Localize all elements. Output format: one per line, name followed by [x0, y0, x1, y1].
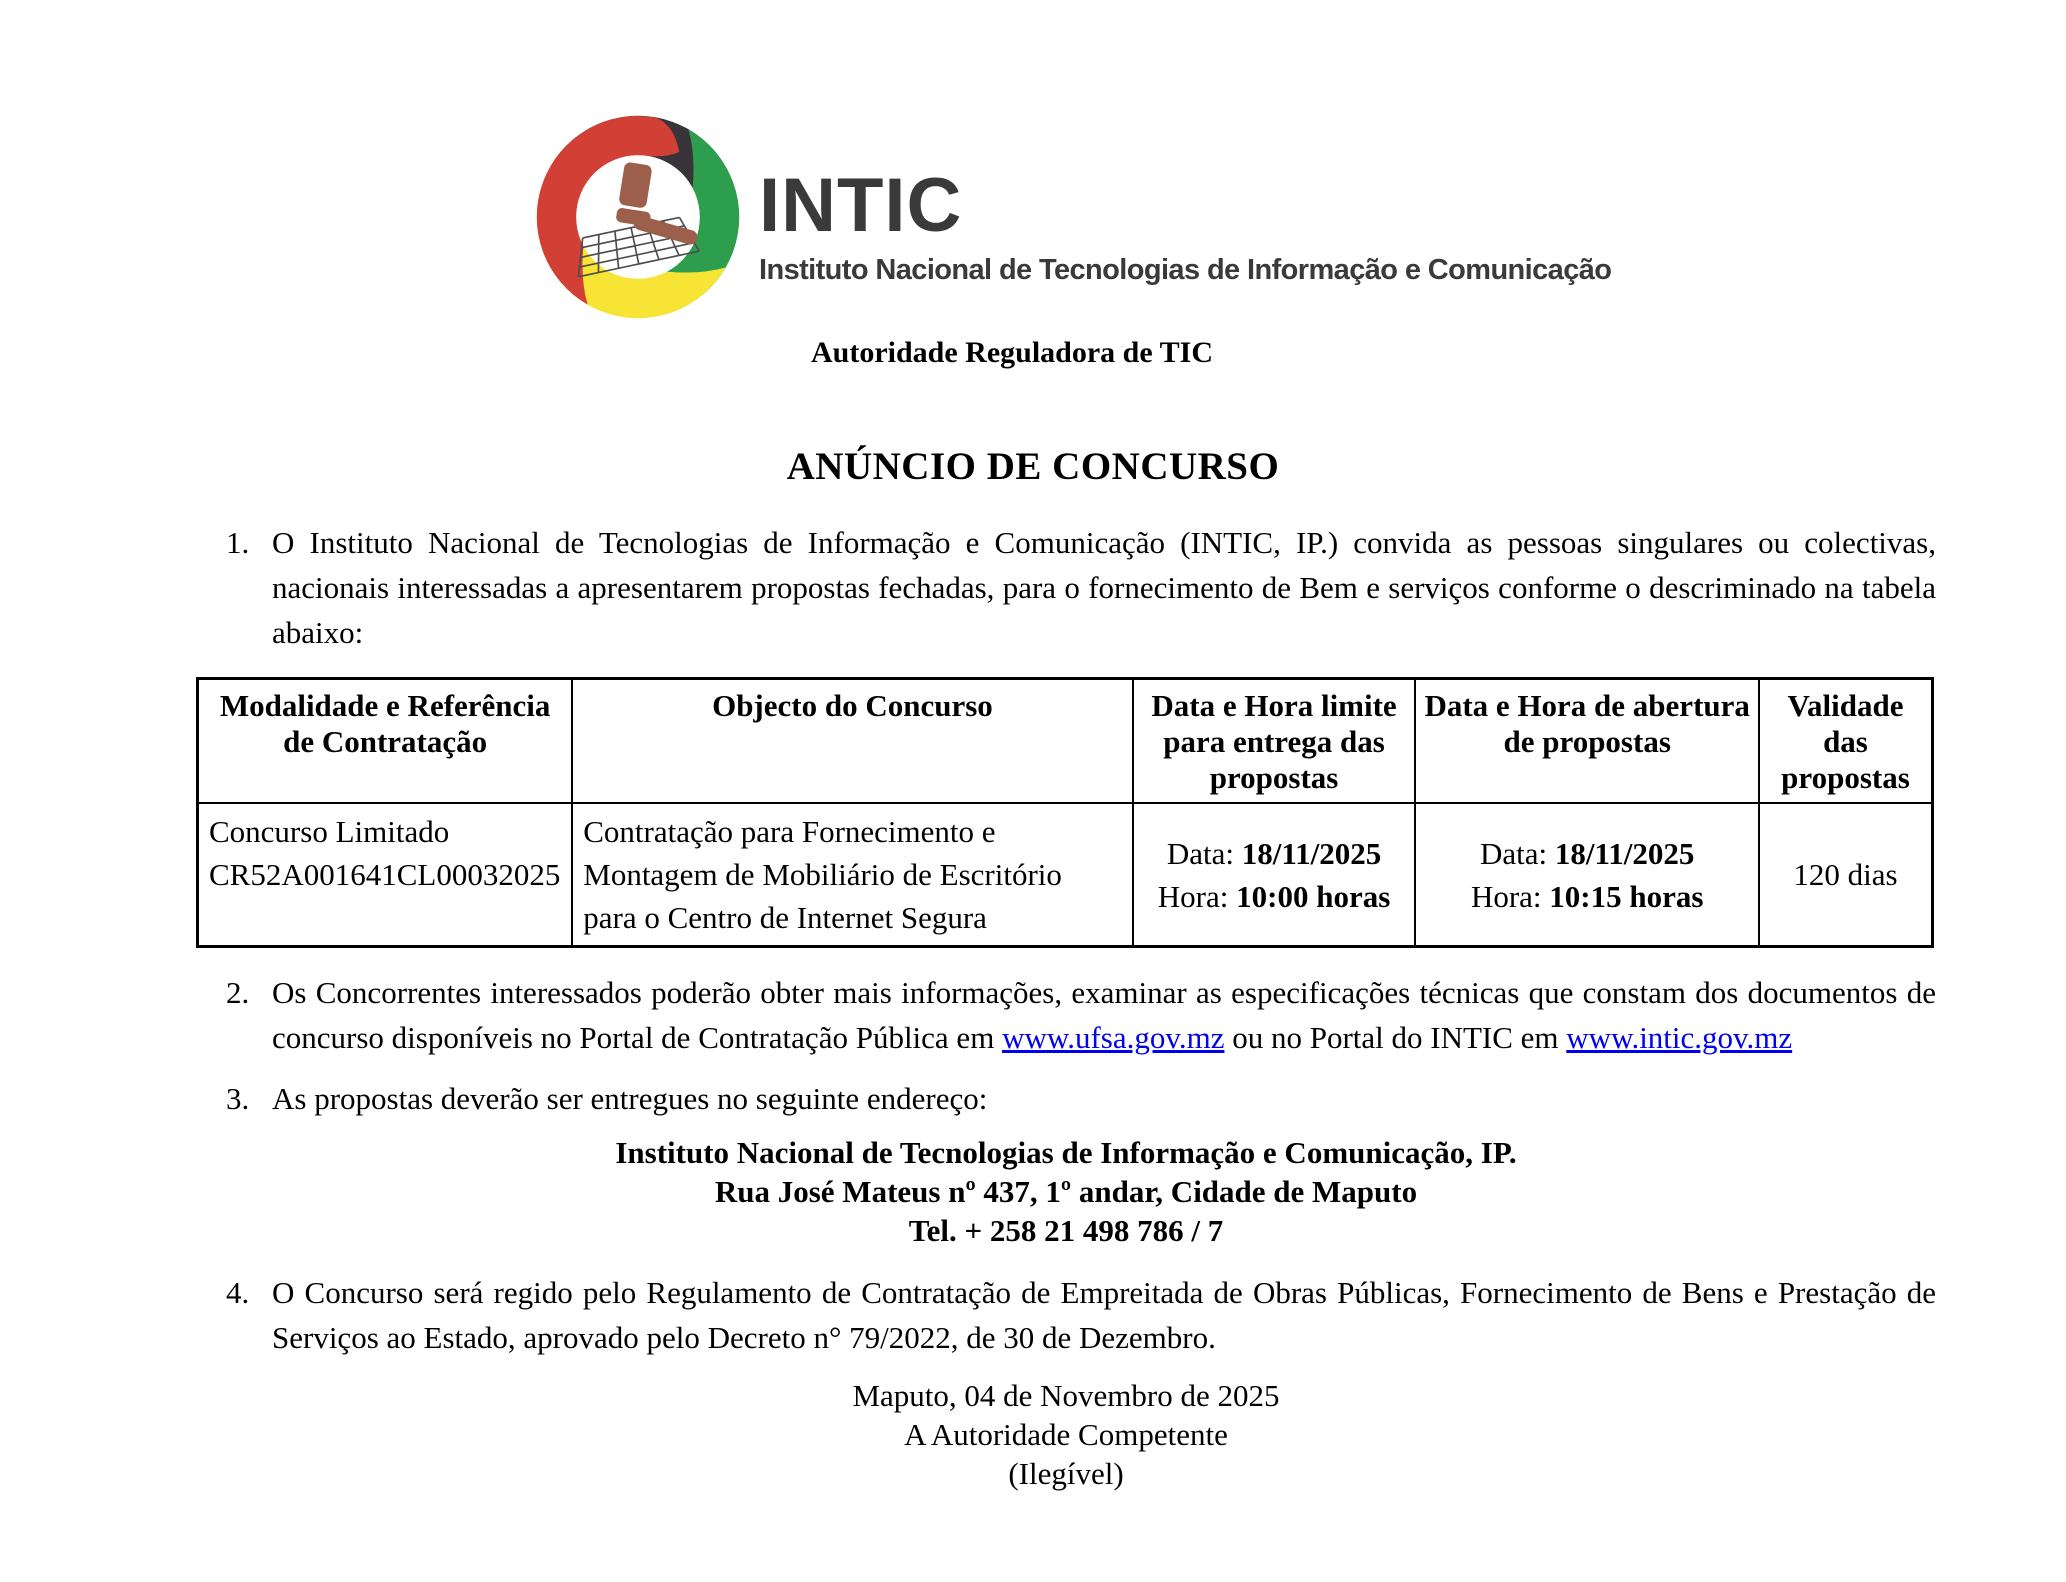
item-number: 3. — [226, 1081, 250, 1116]
intic-logo-block — [535, 110, 1611, 324]
list-item-3 — [196, 1076, 1936, 1121]
ufsa-portal-link[interactable]: www.ufsa.gov.mz — [1002, 1020, 1225, 1055]
item-text: Os Concorrentes interessados poderão obter mais informações, examinar as especificações técnicas que constam dos documentos de concurso disponíveis no Portal de Contratação Pública em www.ufsa.gov.mz ou no Portal do INTIC em www.intic.gov.mz — [272, 975, 1936, 1055]
col-header-entrega: Data e Hora limite para entrega das propostas — [1133, 679, 1416, 804]
list-item-1 — [196, 520, 1936, 655]
delivery-address — [196, 1133, 1936, 1250]
document-body — [196, 520, 1936, 1493]
intic-logo-emblem — [535, 110, 741, 324]
address-line: Tel. + 258 21 498 786 / 7 — [908, 1213, 1224, 1248]
cell-abertura: Data: 18/11/2025 Hora: 10:15 horas — [1415, 803, 1759, 947]
item-number: 2. — [226, 975, 250, 1010]
place-date: Maputo, 04 de Novembro de 2025 — [852, 1378, 1280, 1413]
item-number: 1. — [226, 525, 250, 560]
col-header-abertura: Data e Hora de abertura de propostas — [1415, 679, 1759, 804]
signature-line: (Ilegível) — [1008, 1456, 1124, 1491]
item-text: O Instituto Nacional de Tecnologias de Informação e Comunicação (INTIC, IP.) convida as pessoas singulares ou colectivas, nacionais interessadas a apresentarem propostas fechadas, para o fornecimento de Bem e serviços conforme o descriminado na tabela abaixo: — [272, 525, 1936, 650]
col-header-validade: Validade das propostas — [1759, 679, 1933, 804]
authority-line: A Autoridade Competente — [904, 1417, 1228, 1452]
list-item-2 — [196, 970, 1936, 1060]
col-header-modalidade: Modalidade e Referência de Contratação — [198, 679, 573, 804]
table-row — [198, 803, 1933, 947]
cell-modalidade: Concurso Limitado CR52A001641CL00032025 — [198, 803, 573, 947]
intic-portal-link[interactable]: www.intic.gov.mz — [1566, 1020, 1793, 1055]
cell-objecto: Contratação para Fornecimento e Montagem de Mobiliário de Escritório para o Centro de Internet Segura — [572, 803, 1132, 947]
col-header-objecto: Objecto do Concurso — [572, 679, 1132, 804]
cell-entrega: Data: 18/11/2025 Hora: 10:00 horas — [1133, 803, 1416, 947]
brand-name: INTIC — [759, 163, 963, 248]
item-text: O Concurso será regido pelo Regulamento de Contratação de Empreitada de Obras Públicas, Fornecimento de Bens e Prestação de Serviços ao Estado, aprovado pelo Decreto n° 79/2022, de 30 de Dezembro. — [272, 1275, 1936, 1355]
regulator-tagline: Autoridade Reguladora de TIC — [811, 336, 1213, 369]
list-item-4 — [196, 1270, 1936, 1360]
signature-block — [196, 1376, 1936, 1493]
address-line: Rua José Mateus nº 437, 1º andar, Cidade de Maputo — [714, 1174, 1418, 1209]
page-title: ANÚNCIO DE CONCURSO — [786, 445, 1280, 488]
table-header-row — [198, 679, 1933, 804]
address-line: Instituto Nacional de Tecnologias de Informação e Comunicação, IP. — [615, 1135, 1517, 1170]
brand-subtitle: Instituto Nacional de Tecnologias de Informação e Comunicação — [759, 254, 1612, 286]
item-number: 4. — [226, 1275, 250, 1310]
brand-block — [759, 163, 1612, 287]
item-text: As propostas deverão ser entregues no seguinte endereço: — [272, 1081, 988, 1116]
cell-validade: 120 dias — [1759, 803, 1933, 947]
tender-table — [196, 677, 1934, 948]
